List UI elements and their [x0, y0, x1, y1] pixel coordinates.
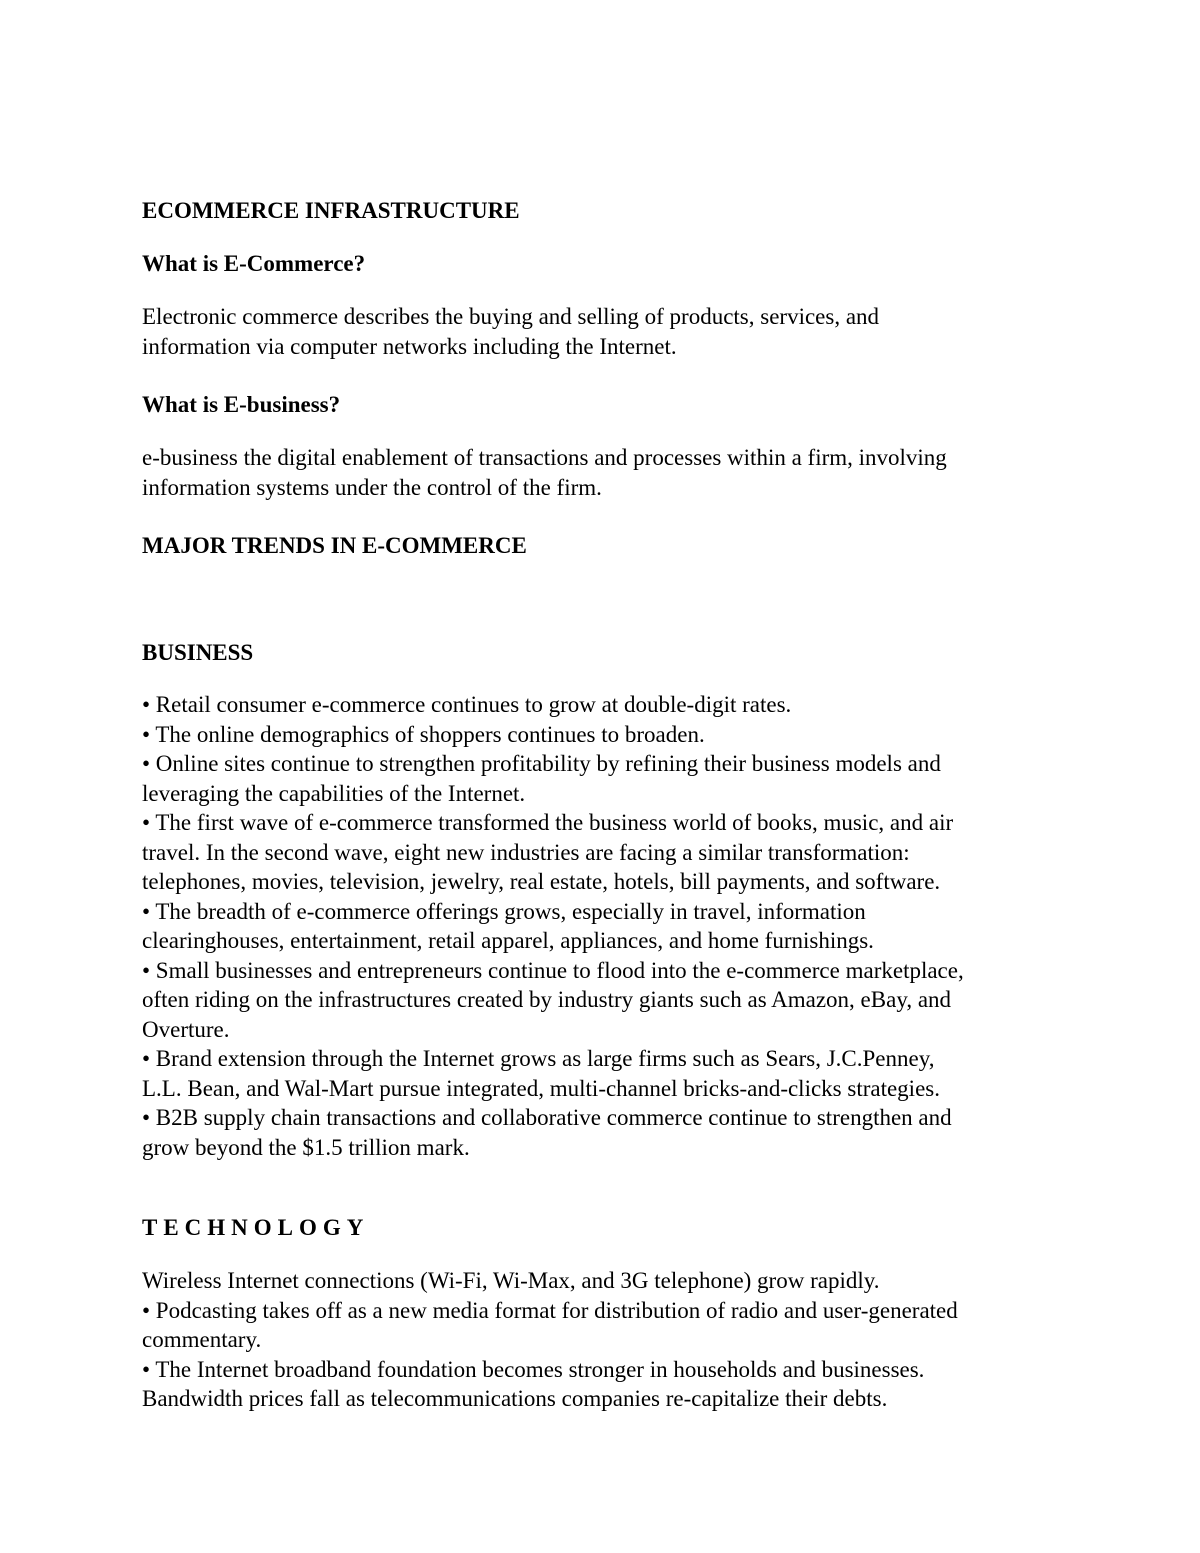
list-item: • B2B supply chain transactions and collaborative commerce continue to strengthen and	[142, 1105, 952, 1130]
text-line: e-business the digital enablement of transactions and processes within a firm, involving	[142, 445, 947, 470]
heading-technology: TECHNOLOGY	[142, 1215, 370, 1240]
technology-trends-list	[142, 1266, 1102, 1414]
list-item: Wireless Internet connections (Wi-Fi, Wi-Max, and 3G telephone) grow rapidly.	[142, 1268, 880, 1293]
heading-what-is-ecommerce: What is E-Commerce?	[142, 251, 366, 276]
list-item: grow beyond the $1.5 trillion mark.	[142, 1134, 470, 1160]
paragraph-ebusiness-definition	[142, 443, 1102, 502]
heading-major-trends: MAJOR TRENDS IN E-COMMERCE	[142, 533, 527, 558]
list-item: leveraging the capabilities of the Internet.	[142, 780, 526, 806]
list-item: Overture.	[142, 1016, 230, 1042]
list-item: • Small businesses and entrepreneurs continue to flood into the e-commerce marketplace,	[142, 957, 964, 983]
business-trends-list	[142, 690, 1102, 1162]
list-item: telephones, movies, television, jewelry, real estate, hotels, bill payments, and software.	[142, 869, 941, 894]
document-title: ECOMMERCE INFRASTRUCTURE	[142, 198, 520, 223]
text-line: information via computer networks including the Internet.	[142, 333, 677, 359]
list-item: Bandwidth prices fall as telecommunications companies re-capitalize their debts.	[142, 1386, 888, 1411]
list-item: • The first wave of e-commerce transformed the business world of books, music, and air	[142, 810, 954, 835]
list-item: commentary.	[142, 1327, 262, 1352]
list-item: • The Internet broadband foundation becomes stronger in households and businesses.	[142, 1356, 925, 1382]
text-line: information systems under the control of the firm.	[142, 474, 602, 500]
list-item: • Retail consumer e-commerce continues to grow at double-digit rates.	[142, 692, 792, 717]
heading-what-is-ebusiness: What is E-business?	[142, 392, 341, 417]
list-item: often riding on the infrastructures created by industry giants such as Amazon, eBay, and	[142, 987, 952, 1012]
list-item: • The breadth of e-commerce offerings grows, especially in travel, information	[142, 898, 866, 924]
paragraph-ecommerce-definition	[142, 302, 1102, 361]
list-item: L.L. Bean, and Wal-Mart pursue integrated, multi-channel bricks-and-clicks strategies.	[142, 1075, 940, 1101]
list-item: clearinghouses, entertainment, retail apparel, appliances, and home furnishings.	[142, 928, 874, 953]
list-item: • The online demographics of shoppers continues to broaden.	[142, 721, 705, 747]
list-item: travel. In the second wave, eight new industries are facing a similar transformation:	[142, 839, 910, 865]
list-item: • Podcasting takes off as a new media format for distribution of radio and user-generated	[142, 1297, 958, 1323]
heading-business: BUSINESS	[142, 640, 254, 665]
list-item: • Brand extension through the Internet grows as large firms such as Sears, J.C.Penney,	[142, 1046, 935, 1071]
list-item: • Online sites continue to strengthen profitability by refining their business models and	[142, 751, 941, 776]
text-line: Electronic commerce describes the buying and selling of products, services, and	[142, 304, 880, 329]
